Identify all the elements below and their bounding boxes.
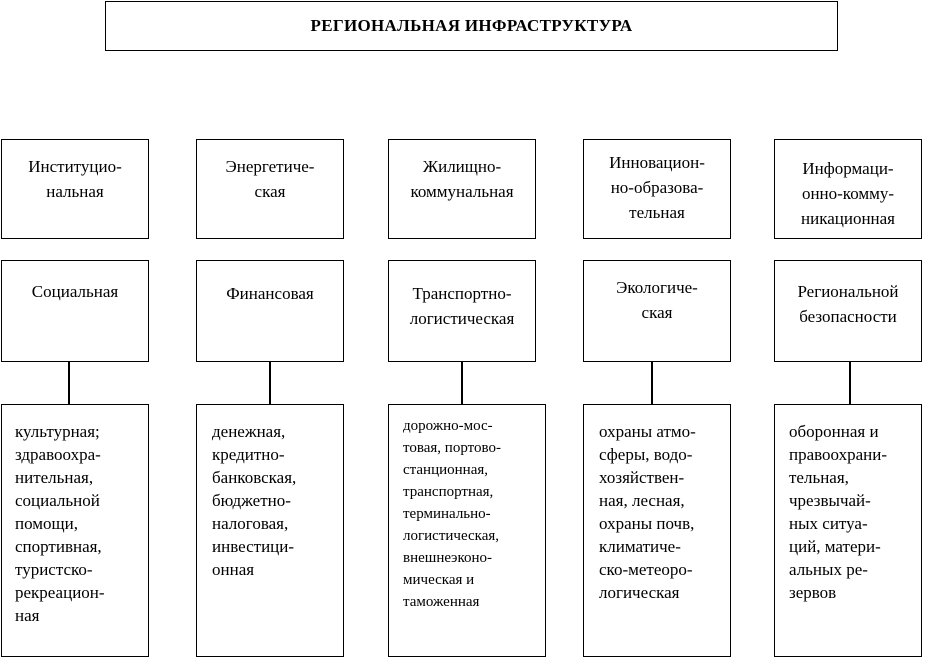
box-social: Социальная <box>1 260 149 362</box>
connector-line <box>461 362 463 404</box>
list-social: культурная; здравоохра- нительная, социальной помощи, спортивная, туристско- рекреацион- ная <box>1 404 149 657</box>
box-financial: Финансовая <box>196 260 344 362</box>
connector-line <box>651 362 653 404</box>
list-financial: денежная, кредитно- банковская, бюджетно- налоговая, инвестици- онная <box>196 404 344 657</box>
box-information-communication: Информаци- онно-комму- никационная <box>774 139 922 239</box>
box-institutional: Институцио- нальная <box>1 139 149 239</box>
connector-line <box>269 362 271 404</box>
diagram-title: РЕГИОНАЛЬНАЯ ИНФРАСТРУКТУРА <box>105 1 838 51</box>
box-ecological: Экологиче- ская <box>583 260 731 362</box>
box-transport-logistics: Транспортно- логистическая <box>388 260 536 362</box>
box-housing-communal: Жилищно- коммунальная <box>388 139 536 239</box>
box-energy: Энергетиче- ская <box>196 139 344 239</box>
list-ecological: охраны атмо- сферы, водо- хозяйствен- ная, лесная, охраны почв, климатиче- ско-метеоро- логическая <box>583 404 731 657</box>
box-innovation-education: Инновацион- но-образова- тельная <box>583 139 731 239</box>
list-transport-logistics: дорожно-мос- товая, портово- станционная, транспортная, терминально- логистическая, внешнеэконо- мическая и таможенная <box>388 404 546 657</box>
list-regional-security: оборонная и правоохрани- тельная, чрезвычай- ных ситуа- ций, матери- альных ре- зервов <box>774 404 922 657</box>
connector-line <box>68 362 70 404</box>
box-regional-security: Региональной безопасности <box>774 260 922 362</box>
connector-line <box>849 362 851 404</box>
